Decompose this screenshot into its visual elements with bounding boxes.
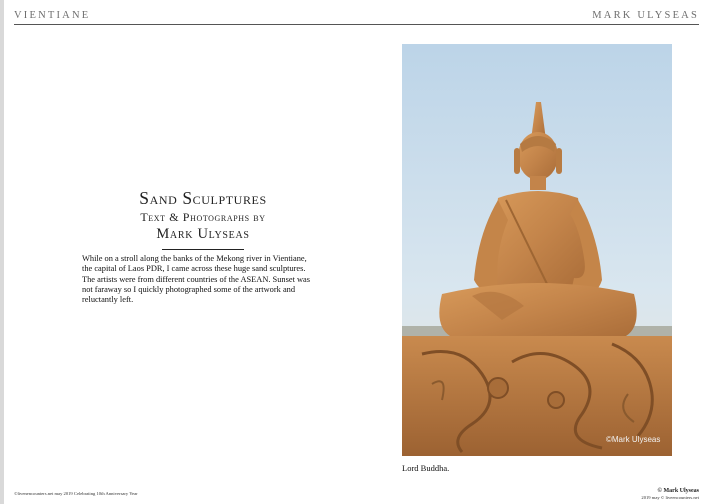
- photo-watermark: ©Mark Ulyseas: [606, 435, 661, 444]
- title-block: [0, 188, 406, 250]
- header-divider: [14, 24, 699, 25]
- footer-right: [641, 488, 699, 501]
- author-header: MARK ULYSEAS: [592, 10, 699, 21]
- article-subtitle: Text & Photographs by: [140, 210, 266, 224]
- photo-caption: Lord Buddha.: [402, 463, 450, 473]
- footer-credit: ©livenencounters.net may 2019 Celebrating 10th Anniversary Year: [14, 491, 138, 496]
- article-author: Mark Ulyseas: [156, 226, 250, 242]
- section-header: VIENTIANE: [14, 10, 91, 21]
- buddha-photo: [402, 44, 672, 456]
- title-divider: [162, 249, 244, 250]
- article-body: While on a stroll along the banks of the Mekong river in Vientiane, the capital of Laos PDR, I came across these huge sand sculptures. The artists were from different countries of the ASEAN. Sunset was not faraway so I quickly photographed some of the artwork and reluctantly left.: [82, 254, 311, 305]
- footer-date: 2019 may © liveencounters.net: [641, 495, 699, 500]
- footer-brand: © Mark Ulyseas: [657, 488, 699, 494]
- page-edge: [0, 0, 4, 504]
- article-title: Sand Sculptures: [139, 188, 267, 208]
